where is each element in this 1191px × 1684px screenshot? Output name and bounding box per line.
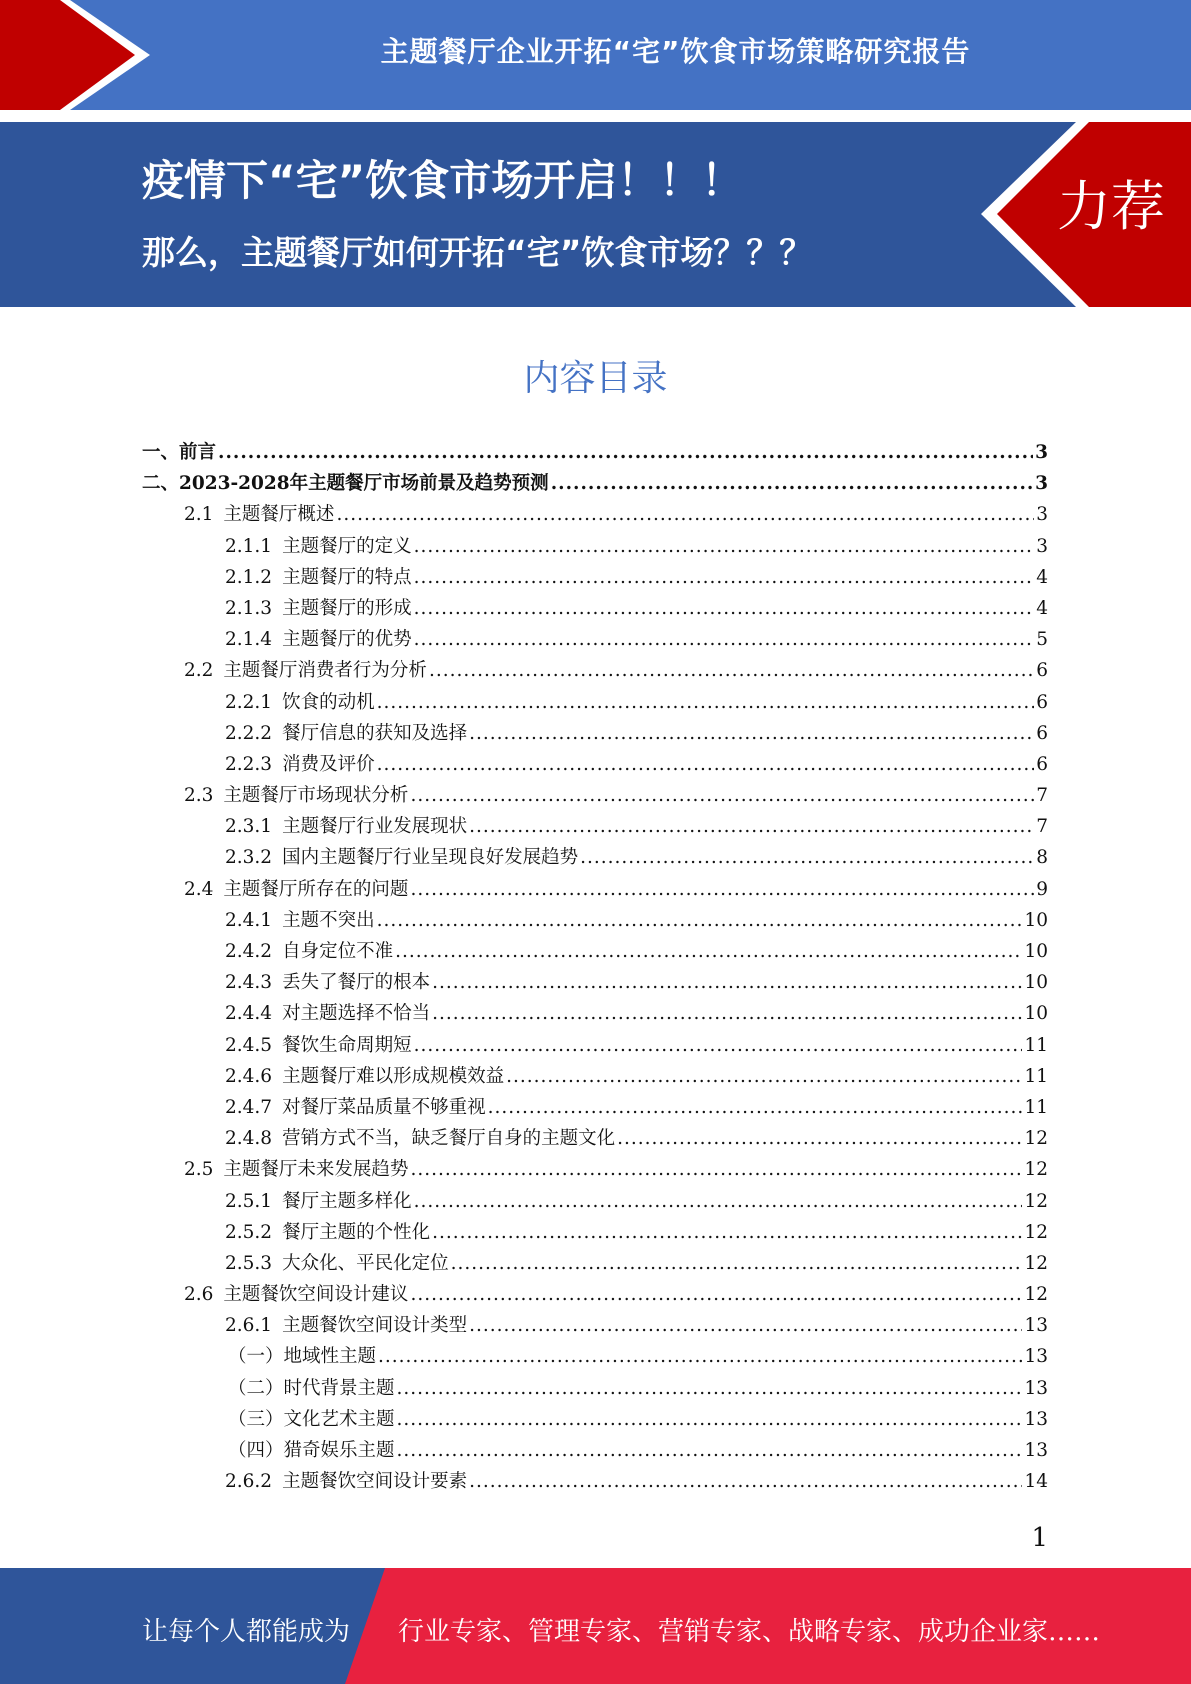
toc-entry[interactable] — [142, 469, 1048, 500]
toc-dot-leader — [551, 473, 1033, 494]
toc-entry-page: 7 — [1036, 816, 1048, 838]
toc-entry[interactable] — [142, 937, 1048, 968]
toc-entry-page: 11 — [1024, 1065, 1048, 1087]
toc-dot-leader — [397, 1378, 1023, 1399]
recommend-badge-text: 力荐 — [1057, 175, 1165, 238]
toc-dot-leader — [506, 1066, 1022, 1087]
toc-entry-number: 2.1.1 — [225, 535, 273, 557]
toc-dot-leader — [414, 1035, 1023, 1056]
toc-entry-number: 2.4.2 — [225, 941, 273, 962]
toc-dot-leader — [580, 847, 1034, 868]
toc-entry-page: 10 — [1024, 909, 1048, 931]
toc-entry-label: 丢失了餐厅的根本 — [282, 972, 431, 994]
toc-entry-number: 2.3.2 — [225, 847, 273, 869]
toc-entry-label: （三）文化艺术主题 — [228, 1408, 395, 1430]
toc-entry[interactable] — [142, 875, 1048, 906]
toc-entry-label: 自身定位不准 — [282, 941, 394, 962]
toc-dot-leader — [410, 785, 1034, 806]
toc-entry[interactable] — [142, 906, 1048, 937]
toc-entry-page: 6 — [1036, 691, 1048, 713]
toc-dot-leader — [397, 1409, 1023, 1430]
toc-dot-leader — [414, 629, 1035, 650]
toc-entry-label: （四）猎奇娱乐主题 — [228, 1440, 395, 1461]
toc-dot-leader — [451, 1253, 1023, 1274]
toc-dot-leader — [469, 1471, 1022, 1492]
toc-entry-label: 前言 — [179, 442, 217, 463]
toc-dot-leader — [469, 723, 1034, 744]
toc-entry[interactable] — [142, 625, 1048, 656]
toc-entry[interactable] — [142, 1249, 1048, 1280]
toc-entry-number: 2.6 — [184, 1284, 214, 1306]
toc-entry-label: （二）时代背景主题 — [228, 1377, 395, 1399]
toc-entry[interactable] — [142, 438, 1048, 469]
toc-entry-label: 主题餐厅消费者行为分析 — [223, 660, 427, 682]
toc-entry-number: 2.4.3 — [225, 972, 273, 994]
toc-entry-label: 主题餐厅概述 — [223, 504, 335, 526]
toc-entry-page: 6 — [1036, 722, 1048, 744]
toc-entry[interactable] — [142, 1280, 1048, 1311]
toc-entry-label: 主题餐饮空间设计要素 — [282, 1471, 468, 1493]
toc-entry-number: 2.4.5 — [225, 1034, 273, 1056]
toc-dot-leader — [432, 1222, 1022, 1243]
toc-entry-number: 2.1.4 — [225, 629, 273, 651]
toc-entry-page: 8 — [1036, 847, 1048, 869]
toc-entry-page: 4 — [1036, 597, 1048, 619]
toc-entry[interactable] — [142, 812, 1048, 843]
toc-entry[interactable] — [142, 1467, 1048, 1498]
toc-entry-label: 餐厅信息的获知及选择 — [282, 722, 468, 744]
toc-entry-number: 2.4.7 — [225, 1096, 273, 1118]
toc-entry[interactable] — [142, 656, 1048, 687]
toc-entry-number: 2.4.8 — [225, 1128, 273, 1150]
toc-entry-page: 3 — [1036, 504, 1048, 526]
toc-entry[interactable] — [142, 688, 1048, 719]
toc-entry-number: 2.3.1 — [225, 816, 273, 838]
toc-entry[interactable] — [142, 1187, 1048, 1218]
toc-entry-number: 二、 — [142, 473, 180, 495]
hero-banner — [0, 122, 1191, 307]
toc-entry-number: 2.1.2 — [225, 566, 273, 588]
toc-entry[interactable] — [142, 1062, 1048, 1093]
toc-entry[interactable] — [142, 1093, 1048, 1124]
toc-entry-page: 14 — [1024, 1471, 1048, 1493]
toc-entry-page: 12 — [1024, 1284, 1048, 1306]
toc-dot-leader — [397, 1440, 1023, 1461]
toc-entry-number: 2.4 — [184, 878, 214, 900]
toc-entry-label: 主题餐饮空间设计类型 — [282, 1315, 468, 1337]
toc-entry-page: 7 — [1036, 785, 1048, 807]
toc-dot-leader — [395, 941, 1022, 962]
toc-entry-number: 2.5.2 — [225, 1221, 273, 1243]
toc-entry-label: 主题不突出 — [282, 909, 375, 931]
toc-entry-number: 2.4.6 — [225, 1065, 273, 1087]
toc-entry-label: 国内主题餐厅行业呈现良好发展趋势 — [282, 847, 579, 869]
toc-entry[interactable] — [142, 1124, 1048, 1155]
toc-dot-leader — [432, 1003, 1022, 1024]
toc-entry[interactable] — [142, 563, 1048, 594]
toc-entry-number: 2.6.1 — [225, 1315, 273, 1337]
toc-entry-number: 2.4.4 — [225, 1003, 273, 1025]
toc-entry[interactable] — [142, 999, 1048, 1030]
toc-entry-label: 主题餐厅难以形成规模效益 — [282, 1065, 505, 1087]
toc-entry-number: 2.2.2 — [225, 722, 273, 744]
toc-title: 内容目录 — [523, 358, 668, 399]
toc-dot-leader — [469, 816, 1034, 837]
toc-entry[interactable] — [142, 968, 1048, 999]
toc-entry-page: 12 — [1024, 1190, 1048, 1212]
toc-dot-leader — [469, 1315, 1022, 1336]
toc-entry-page: 9 — [1036, 878, 1048, 900]
hero-subline: 那么，主题餐厅如何开拓“宅”饮食市场？？？ — [142, 233, 813, 272]
toc-entry-label: 餐厅主题多样化 — [282, 1190, 412, 1212]
report-title: 主题餐厅企业开拓“宅”饮食市场策略研究报告 — [380, 35, 971, 68]
toc-entry-page: 3 — [1035, 442, 1048, 463]
toc-entry-number: 2.3 — [184, 785, 214, 807]
toc-entry[interactable] — [142, 1374, 1048, 1405]
hero-headline: 疫情下“宅”饮食市场开启！！！ — [142, 156, 744, 205]
toc-entry[interactable] — [142, 1218, 1048, 1249]
toc-entry[interactable] — [142, 1436, 1048, 1467]
toc-dot-leader — [432, 972, 1022, 993]
toc-entry-label: 主题餐厅行业发展现状 — [282, 816, 468, 838]
toc-entry-page: 10 — [1024, 972, 1048, 994]
toc-entry-page: 6 — [1036, 660, 1048, 682]
toc-entry-label: 消费及评价 — [282, 753, 375, 775]
toc-entry-label: 餐饮生命周期短 — [282, 1034, 412, 1056]
toc-entry-label: 主题餐厅的形成 — [282, 597, 412, 619]
toc-entry-number: 2.2.3 — [225, 753, 273, 775]
toc-dot-leader — [410, 879, 1034, 900]
toc-dot-leader — [377, 754, 1035, 775]
toc-entry-number: 2.5.1 — [225, 1190, 273, 1212]
toc-dot-leader — [336, 504, 1034, 525]
toc-entry-page: 3 — [1035, 473, 1048, 495]
toc-entry[interactable] — [142, 750, 1048, 781]
toc-entry-number: 2.6.2 — [225, 1471, 273, 1493]
toc-entry[interactable] — [142, 1155, 1048, 1186]
toc-entry-label: 2023-2028年主题餐厅市场前景及趋势预测 — [179, 473, 549, 495]
toc-dot-leader — [617, 1128, 1022, 1149]
footer-band — [0, 1568, 1191, 1684]
toc-entry[interactable] — [142, 719, 1048, 750]
toc-entry-page: 13 — [1024, 1346, 1048, 1368]
toc-entry[interactable] — [142, 594, 1048, 625]
toc-entry[interactable] — [142, 1405, 1048, 1436]
toc-dot-leader — [218, 442, 1033, 463]
toc-entry[interactable] — [142, 1342, 1048, 1373]
toc-entry-page: 6 — [1036, 753, 1048, 775]
toc-entry-page: 13 — [1024, 1408, 1048, 1430]
toc-entry-label: （一）地域性主题 — [228, 1346, 377, 1368]
toc-entry-label: 饮食的动机 — [282, 691, 375, 713]
toc-dot-leader — [377, 692, 1035, 713]
toc-entry-number: 2.2.1 — [225, 691, 273, 713]
toc-entry-label: 营销方式不当，缺乏餐厅自身的主题文化 — [282, 1128, 616, 1150]
toc-entry-page: 5 — [1036, 629, 1048, 651]
toc-entry-label: 主题餐厅市场现状分析 — [223, 785, 409, 807]
footer-slogan-left: 让每个人都能成为 — [142, 1617, 351, 1647]
toc-entry-page: 11 — [1024, 1034, 1048, 1056]
toc-entry-page: 12 — [1024, 1221, 1048, 1243]
toc-entry[interactable] — [142, 843, 1048, 874]
toc-dot-leader — [377, 910, 1023, 931]
toc-entry-page: 13 — [1024, 1440, 1048, 1461]
toc-entry-number: 2.4.1 — [225, 909, 273, 931]
toc-entry-label: 对餐厅菜品质量不够重视 — [282, 1096, 486, 1118]
toc-entry-page: 13 — [1024, 1315, 1048, 1337]
footer-slogan-right: 行业专家、管理专家、营销专家、战略专家、成功企业家…… — [398, 1617, 1101, 1647]
toc-entry-page: 12 — [1024, 1128, 1048, 1150]
toc-entry[interactable] — [142, 532, 1048, 563]
toc-dot-leader — [414, 598, 1035, 619]
toc-entry-page: 12 — [1024, 1252, 1048, 1274]
toc-dot-leader — [410, 1159, 1022, 1180]
table-of-contents — [142, 438, 1048, 1498]
toc-entry-page: 10 — [1024, 941, 1048, 962]
toc-entry-number: 2.1 — [184, 504, 214, 526]
toc-dot-leader — [488, 1097, 1023, 1118]
toc-entry-label: 主题餐厅未来发展趋势 — [223, 1159, 409, 1181]
toc-dot-leader — [414, 536, 1035, 557]
page-number: 1 — [1031, 1523, 1048, 1553]
toc-entry-page: 10 — [1024, 1003, 1048, 1025]
toc-dot-leader — [429, 660, 1034, 681]
toc-entry-label: 餐厅主题的个性化 — [282, 1221, 431, 1243]
toc-entry-number: 2.5.3 — [225, 1252, 273, 1274]
toc-entry-label: 主题餐饮空间设计建议 — [223, 1284, 409, 1306]
toc-dot-leader — [410, 1284, 1022, 1305]
toc-entry-page: 4 — [1036, 566, 1048, 588]
toc-entry[interactable] — [142, 500, 1048, 531]
toc-entry-page: 11 — [1024, 1096, 1048, 1118]
toc-entry-page: 3 — [1036, 535, 1048, 557]
toc-entry-label: 对主题选择不恰当 — [282, 1003, 431, 1025]
toc-dot-leader — [378, 1346, 1022, 1367]
toc-entry-number: 2.2 — [184, 660, 214, 682]
toc-dot-leader — [414, 567, 1035, 588]
toc-entry[interactable] — [142, 781, 1048, 812]
toc-entry-number: 2.5 — [184, 1159, 214, 1181]
toc-entry-label: 大众化、平民化定位 — [282, 1252, 449, 1274]
red-arrow-decoration — [0, 0, 150, 110]
toc-entry-page: 13 — [1024, 1377, 1048, 1399]
toc-entry-label: 主题餐厅的优势 — [282, 629, 412, 651]
toc-entry-label: 主题餐厅所存在的问题 — [223, 878, 409, 900]
toc-dot-leader — [414, 1191, 1023, 1212]
toc-entry-page: 12 — [1024, 1159, 1048, 1181]
toc-entry-label: 主题餐厅的特点 — [282, 566, 412, 588]
toc-entry[interactable] — [142, 1031, 1048, 1062]
toc-entry-label: 主题餐厅的定义 — [282, 535, 412, 557]
toc-entry[interactable] — [142, 1311, 1048, 1342]
toc-entry-number: 一、 — [142, 442, 180, 463]
toc-entry-number: 2.1.3 — [225, 597, 273, 619]
report-header-band — [0, 0, 1191, 110]
